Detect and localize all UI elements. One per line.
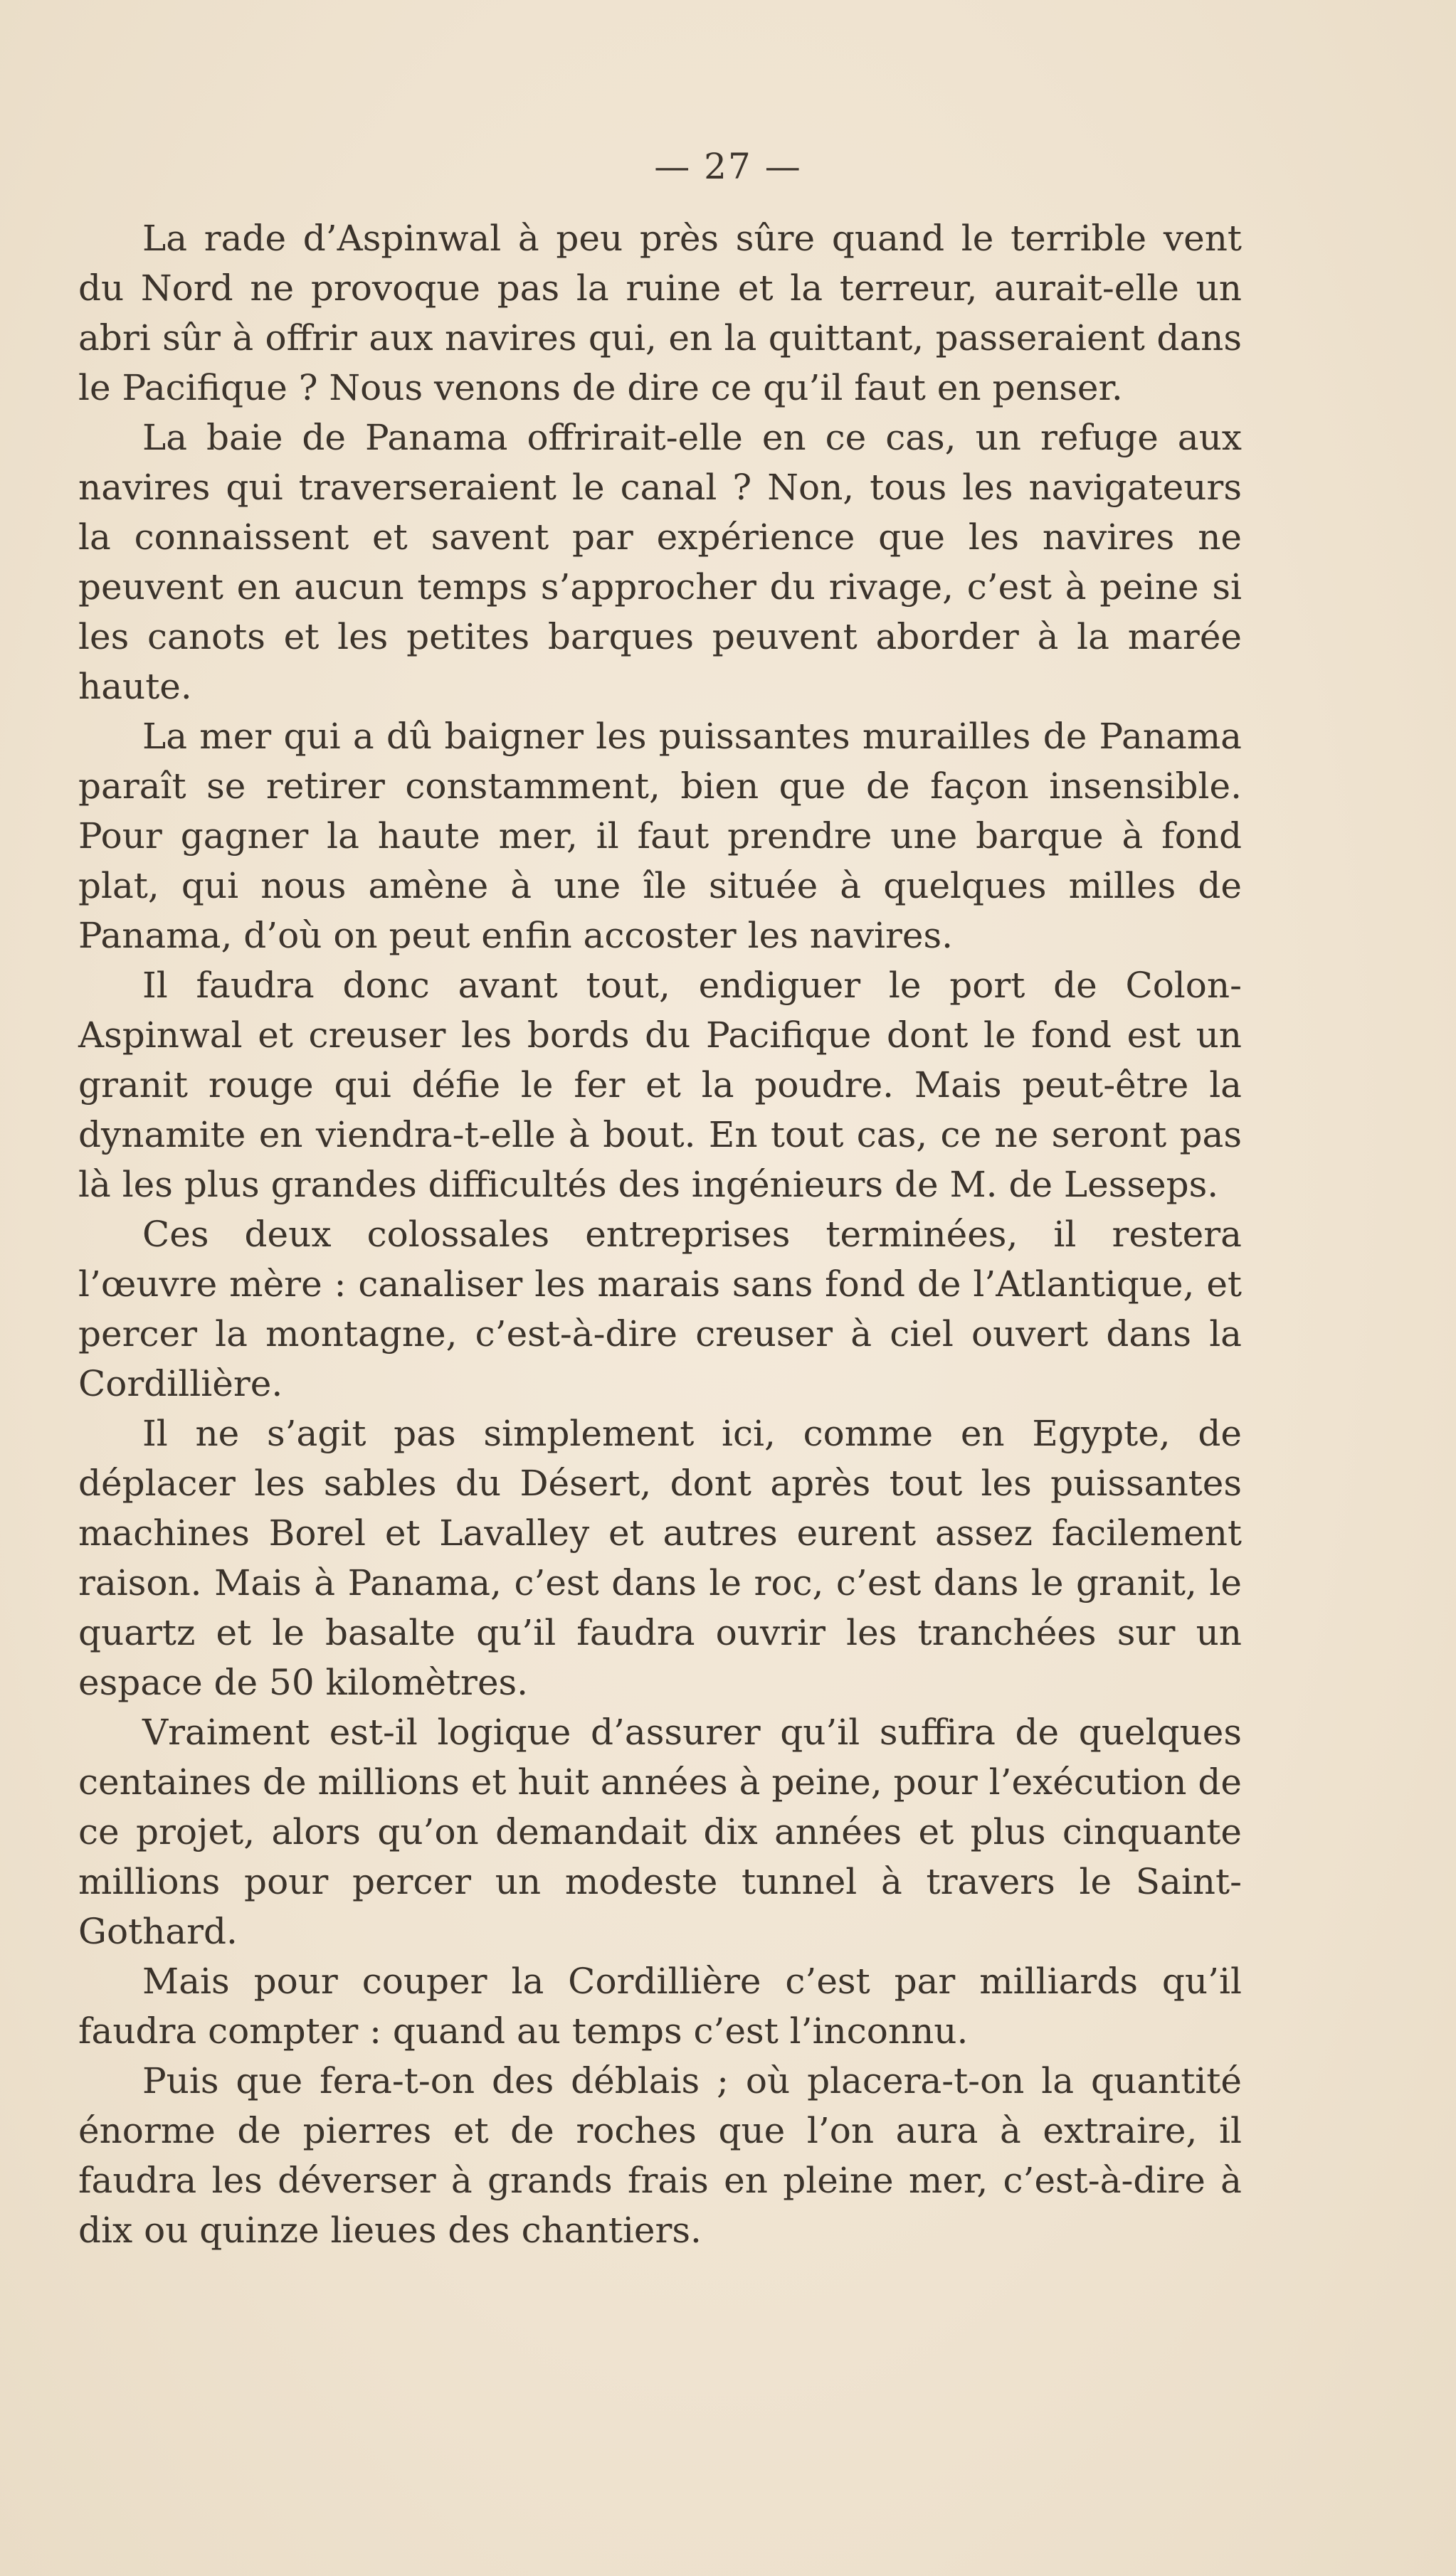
paragraph-5: Ces deux colossales entreprises terminées, il restera l’œuvre mère : canaliser les marais sans fond de l’Atlantique, et percer la montagne, c’est-à-dire creuser à ciel ouvert dans la Cordillière. [78, 1214, 1242, 1404]
paragraph-2: La baie de Panama offrirait-elle en ce cas, un refuge aux navires qui traverseraient le canal ? Non, tous les navigateurs la connaissent et savent par expérience que les navires ne peuvent en aucun temps s’approcher du rivage, c’est à peine si les canots et les petites barques peuvent aborder à la marée haute. [78, 417, 1242, 707]
paragraph-4: Il faudra donc avant tout, endiguer le port de Colon-Aspinwal et creuser les bords du Pacifique dont le fond est un granit rouge qui défie le fer et la poudre. Mais peut-être la dynamite en viendra-t-elle à bout. En tout cas, ce ne seront pas là les plus grandes difficultés des ingénieurs de M. de Lesseps. [78, 965, 1242, 1205]
paragraph-1: La rade d’Aspinwal à peu près sûre quand le terrible vent du Nord ne provoque pas la ruine et la terreur, aurait-elle un abri sûr à offrir aux navires qui, en la quittant, passeraient dans le Pacifique ? Nous venons de dire ce qu’il faut en penser. [78, 218, 1242, 408]
paragraph-3: La mer qui a dû baigner les puissantes murailles de Panama paraît se retirer constamment, bien que de façon insensible. Pour gagner la haute mer, il faut prendre une barque à fond plat, qui nous amène à une île située à quelques milles de Panama, d’où on peut enfin accoster les navires. [78, 716, 1242, 956]
paragraph-7: Vraiment est-il logique d’assurer qu’il suffira de quelques centaines de millions et huit années à peine, pour l’exécution de ce projet, alors qu’on demandait dix années et plus cinquante millions pour percer un modeste tunnel à travers le Saint-Gothard. [78, 1712, 1242, 1952]
page-number: — 27 — [654, 146, 802, 187]
paragraph-8: Mais pour couper la Cordillière c’est par milliards qu’il faudra compter : quand au temps c’est l’inconnu. [78, 1961, 1242, 2052]
paragraph-9: Puis que fera-t-on des déblais ; où placera-t-on la quantité énorme de pierres et de roches que l’on aura à extraire, il faudra les déverser à grands frais en pleine mer, c’est-à-dire à dix ou quinze lieues des chantiers. [78, 2060, 1242, 2251]
body-text [78, 213, 1242, 2255]
paragraph-6: Il ne s’agit pas simplement ici, comme en Egypte, de déplacer les sables du Désert, dont après tout les puissantes machines Borel et Lavalley et autres eurent assez facilement raison. Mais à Panama, c’est dans le roc, c’est dans le granit, le quartz et le basalte qu’il faudra ouvrir les tranchées sur un espace de 50 kilomètres. [78, 1413, 1242, 1703]
